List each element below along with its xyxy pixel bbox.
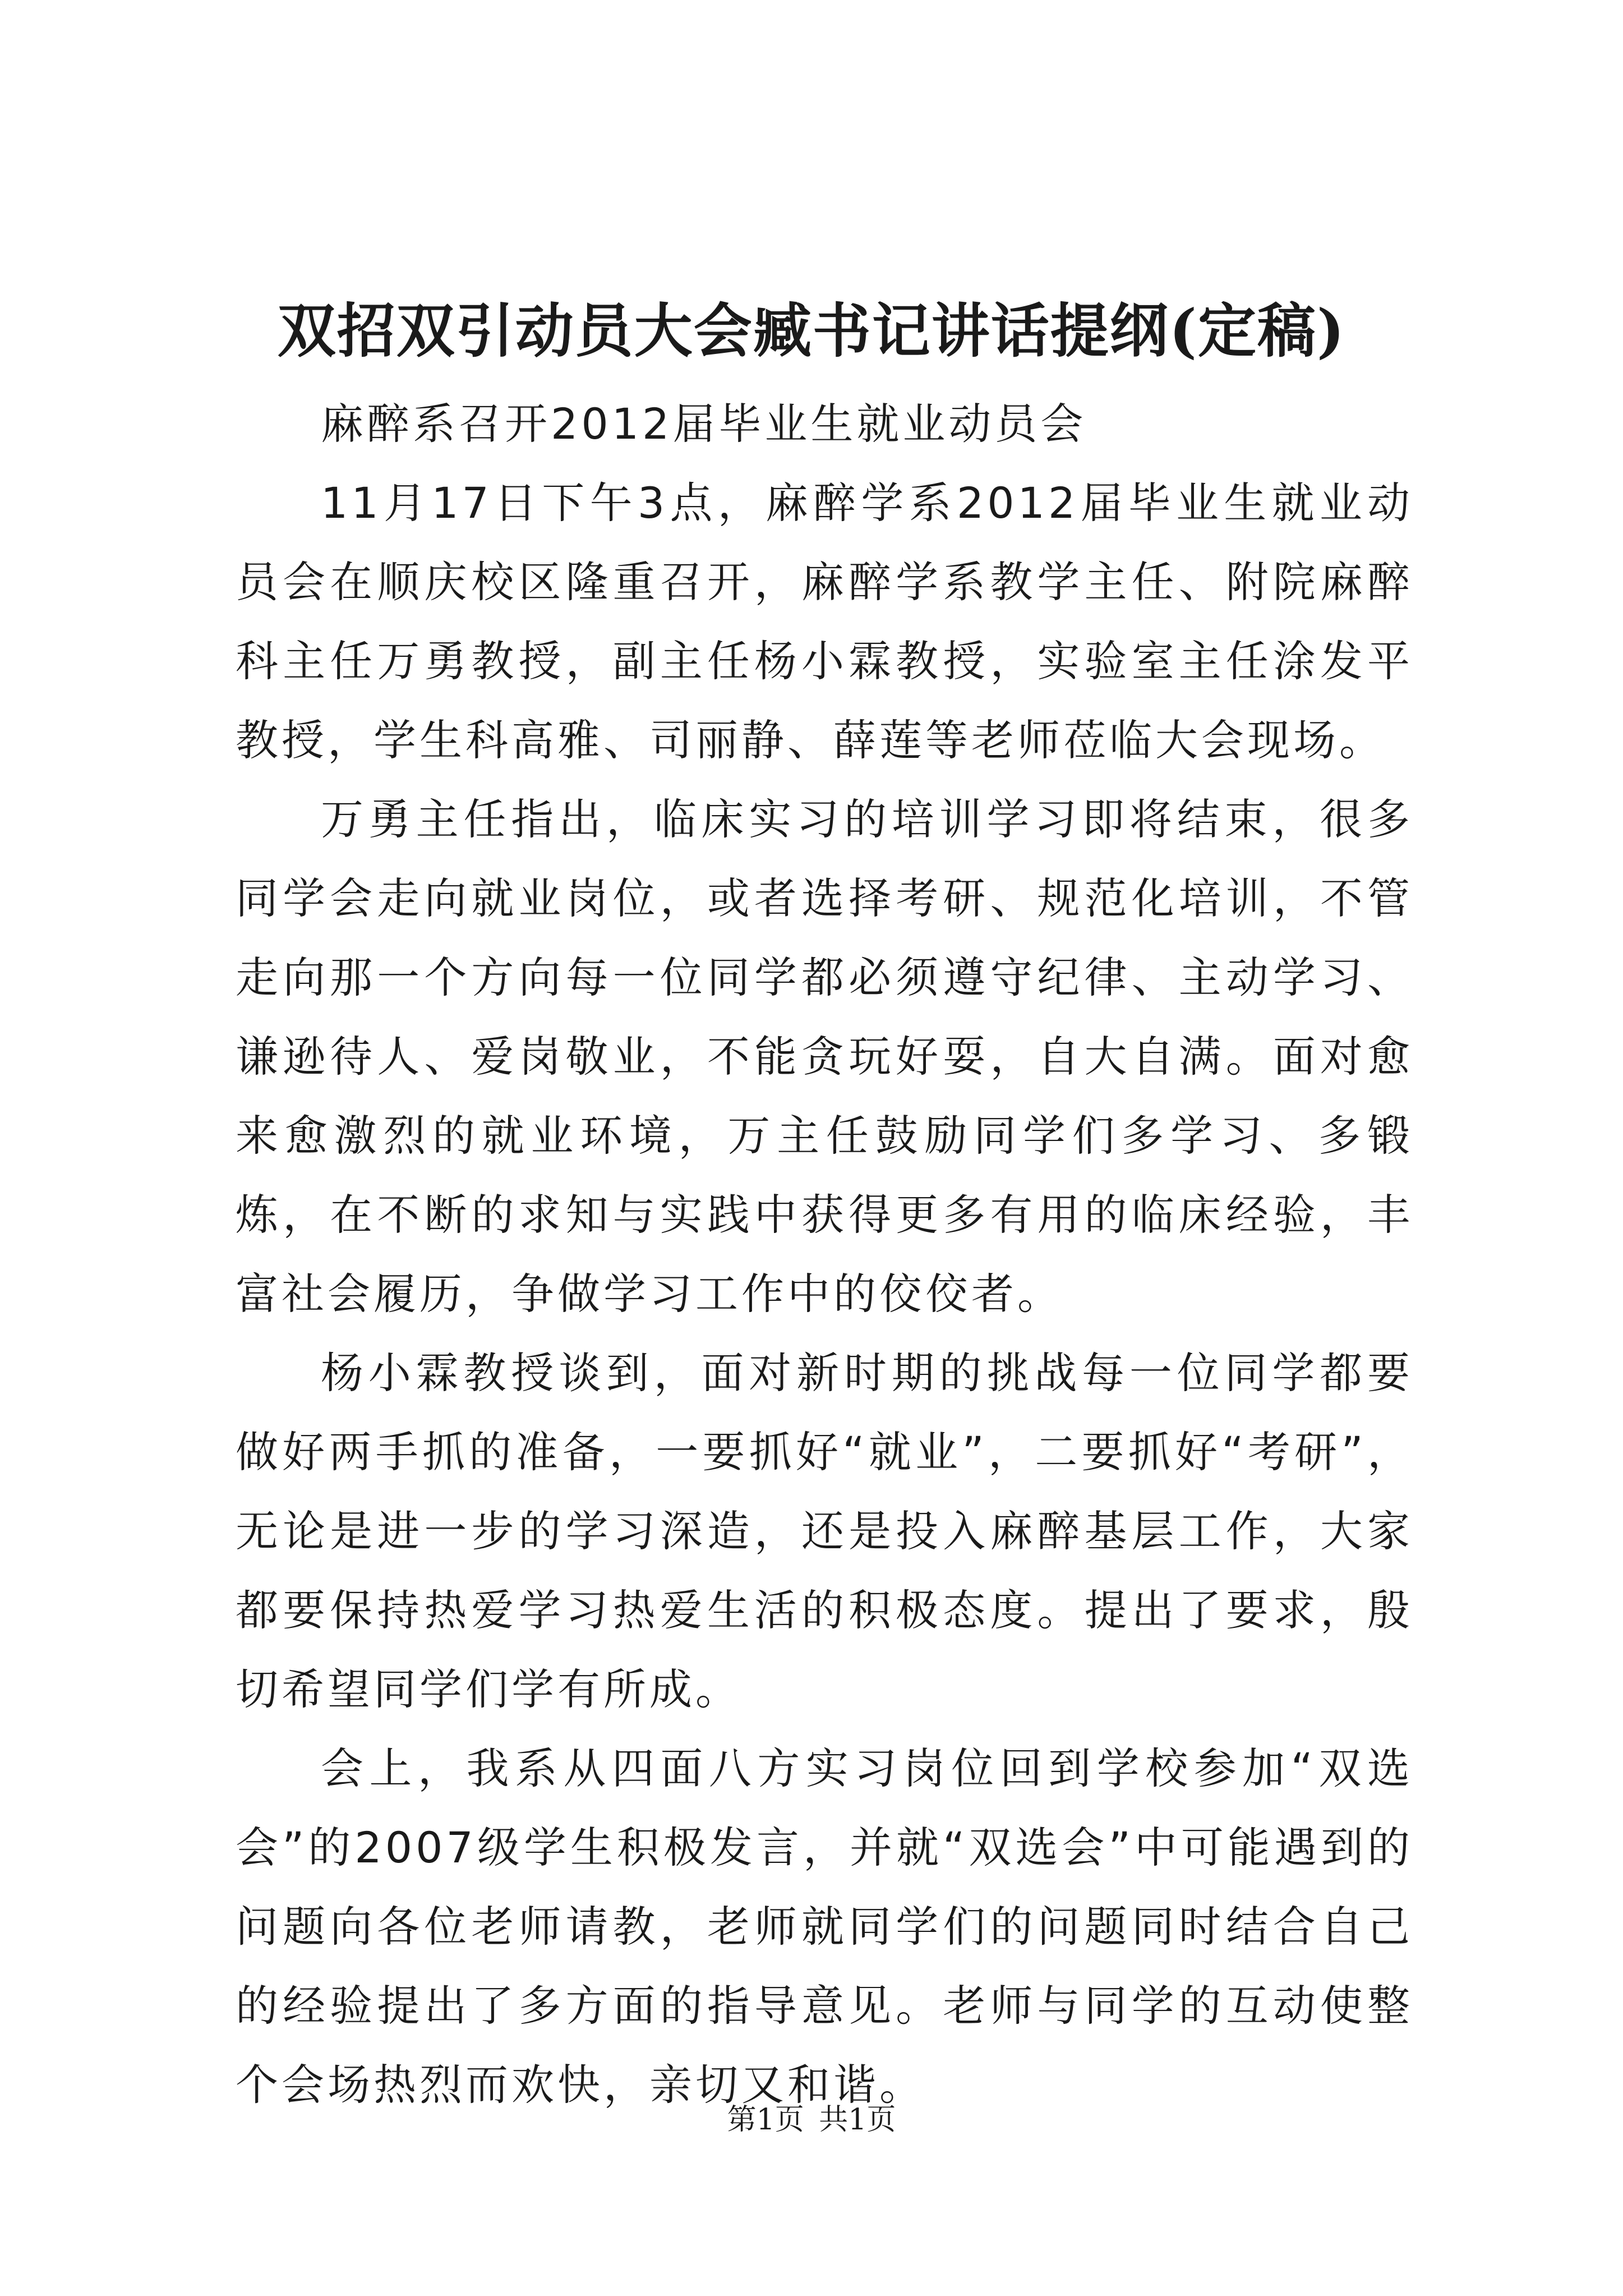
page-number-footer: 第1页 共1页 <box>727 2103 896 2137</box>
paragraph-meeting-intro: 11月17日下午3点，麻醉学系2012届毕业生就业动员会在顺庆校区隆重召开，麻醉学系教学主任、附院麻醉科主任万勇教授，副主任杨小霖教授，实验室主任涂发平教授，学生科高雅、司丽静、薛莲等老师莅临大会现场。 <box>236 478 1413 765</box>
document-title: 双招双引动员大会臧书记讲话提纲(定稿) <box>277 296 1346 365</box>
paragraph-wan-yong-remarks: 万勇主任指出，临床实习的培训学习即将结束，很多同学会走向就业岗位，或者选择考研、规范化培训，不管走向那一个方向每一位同学都必须遵守纪律、主动学习、谦逊待人、爱岗敬业，不能贪玩好耍，自大自满。面对愈来愈激烈的就业环境，万主任鼓励同学们多学习、多锻炼，在不断的求知与实践中获得更多有用的临床经验，丰富社会履历，争做学习工作中的佼佼者。 <box>236 794 1413 1319</box>
paragraph-subtitle: 麻醉系召开2012届毕业生就业动员会 <box>321 399 1087 449</box>
paragraph-student-interaction: 会上，我系从四面八方实习岗位回到学校参加“双选会”的2007级学生积极发言，并就“双选会”中可能遇到的问题向各位老师请教，老师就同学们的问题同时结合自己的经验提出了多方面的指导意见。老师与同学的互动使整个会场热烈而欢快，亲切又和谐。 <box>236 1743 1413 2110</box>
paragraph-yang-xiaolin-remarks: 杨小霖教授谈到，面对新时期的挑战每一位同学都要做好两手抓的准备，一要抓好“就业”，二要抓好“考研”，无论是进一步的学习深造，还是投入麻醉基层工作，大家都要保持热爱学习热爱生活的积极态度。提出了要求，殷切希望同学们学有所成。 <box>236 1348 1413 1714</box>
document-body <box>236 384 1413 2124</box>
